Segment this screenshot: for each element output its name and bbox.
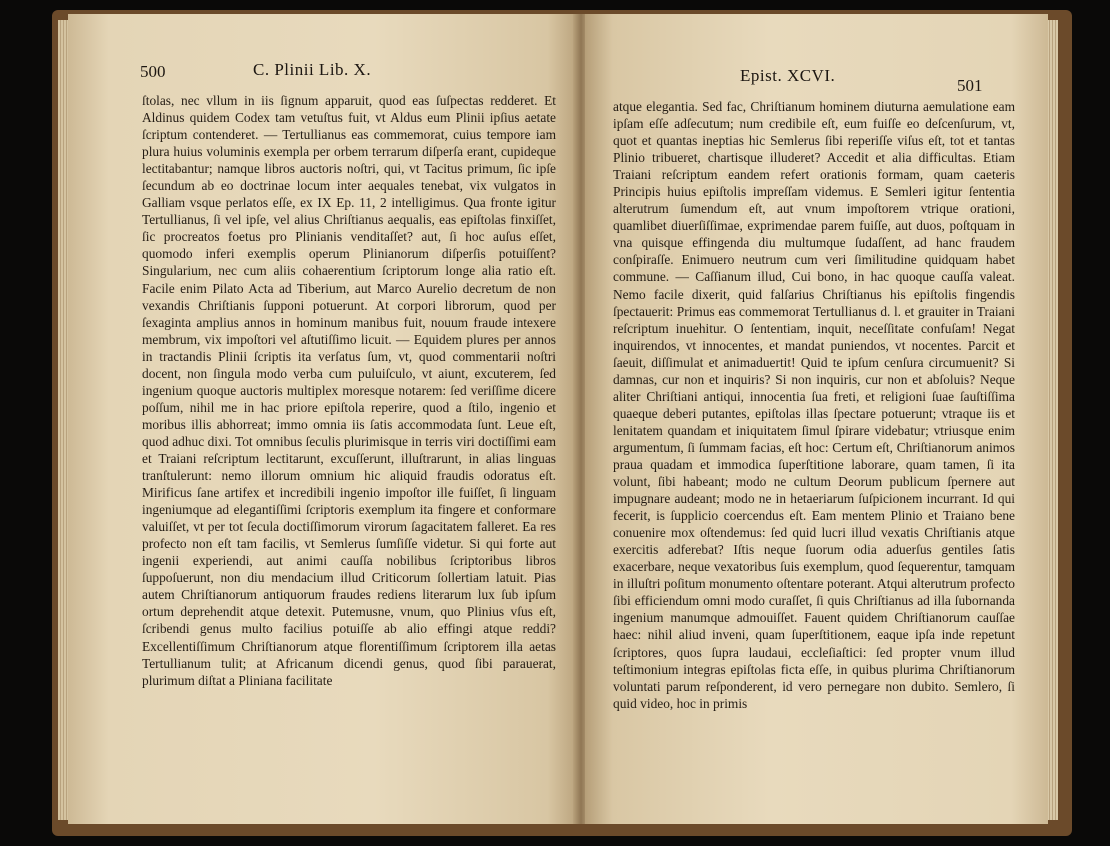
left-body-paragraph: ſtolas, nec vllum in iis ſignum apparuit, quod eas ſuſpectas redderet. Et Aldinus quidem Codex tam vetuſtus fuit, vt Aldus eum Plinii ipſius aetate ſcriptum contenderet. — Tertullianus eas commemorat, cuius tempore iam plura huius voluminis exempla per orbem terrarum diſperſa erant, cupideque lectitabantur; namque libros auctoris noſtri, qui, vt Tacitus primum, ſic ipſe ſecundum ab eo doctrinae locum inter aequales tenebat, vix vulgatos in Galliam vsque perlatos eſſe, ex IX Ep. 11, 2 intelligimus. Qua fronte igitur Tertullianus, ſi vel ipſe, vel alius Chriſtianus aequalis, eas epiſtolas finxiſſet, ſic procreatos foetus pro Plinianis venditaſſet? aut, ſi hoc auſus eſſet, quomodo inferi exemplis operum Plinianorum diſperſis potuiſſent? Singularium, nec cum aliis cohaerentium ſcriptorum longe alia ratio eſt. Facile enim Pilato Acta ad Tiberium, aut Marco Aurelio decretum de non vexandis Chriſtianis ſupponi potuerunt. At corpori librorum, quod per ſexaginta amplius annos in hominum manibus fuit, nouum fraude intexere membrum, vix impoſtori vel aſtutiſſimo licuit. — Equidem plures per annos in tractandis Plinii ſcriptis ita verſatus ſum, vt, quod commentarii noſtri docent, non ſingula modo verba cum puluiſculo, vt aiunt, excuterem, ſed ingenium quoque auctoris multiplex moresque notarem: ſed veriſſime dicere poſſum, nihil me in hac priore epiſtola reperire, quod a ſtilo, ingenio et moribus illis abhorreat; immo omnia iis ſatis accommodata ſunt. Leue eſt, quod adhuc dixi. Tot omnibus ſeculis plurimisque in terris viri doctiſſimi eam et Traiani reſcriptum lectitarunt, excuſſerunt, illuſtrarunt, in alias linguas tranſtulerunt: nemo illorum omnium hic aliquid fraudis odoratus eſt. Mirificus ſane artifex et incredibili ingenio impoſtor ille fuiſſet, ſi linguam ingeniumque ad elegantiſſimi ſcriptoris exemplum ita fingere et conformare valuiſſet, vt per tot ſecula doctiſſimorum virorum ſagacitatem falleret. Ea res profecto non eſt tam facilis, vt Semlerus ſumſiſſe videtur. Si qui forte aut ingenii experiendi, aut animi cauſſa nobilibus ſcriptoribus libros ſuppoſuerunt, non diu mendacium illud Criticorum ſollertiam latuit. Pias autem Chriſtianorum antiquorum fraudes rediens literarum lux ſub ipſum ortum deprehendit atque detexit. Putemusne, vnum, quo Plinius vſus eſt, ſcribendi genus multo facilius potuiſſe ab alio effingi atque reddi? Excellentiſſimum Chriſtianorum atque florentiſſimum ſcriptorem illa aetas Tertullianum tulit; at Africanum dicendi genus, quod ſibi parauerat, plurimum diſtat a Pliniana facilitate <box>142 93 556 688</box>
running-head-right: Epist. XCVI. <box>740 66 836 85</box>
right-page-text <box>613 98 1015 712</box>
running-head-left: C. Plinii Lib. X. <box>253 60 372 79</box>
page-number-right: 501 <box>957 76 983 95</box>
right-body-paragraph: atque elegantia. Sed fac, Chriſtianum hominem diuturna aemulatione eam ipſam eſſe adſecutum; num credibile eſt, eum fuiſſe eo deſcenſurum, vt, quot et quantas ineptias hic Semlerus ſibi reperiſſe viſus eſt, tot et tantas Plinio tribueret, chartisque illuderet? Accedit et alia difficultas. Etiam Traiani reſcriptum eandem refert orationis formam, quam caeteris Principis huius epiſtolis impreſſam videmus. E Semleri igitur ſententia alterutrum ſumendum eſt, aut vnum impoſtorem vtrique orationi, quamlibet diuerſiſſimae, exprimendae parem fuiſſe, aut duos, poſtquam in vna quisque effingenda diu multumque ſudaſſent, ad hanc fraudem conſpiraſſe. Enimuero neutrum cum veri ſimilitudine quidquam habet commune. — Caſſianum illud, Cui bono, in hac quoque cauſſa valeat. Nemo facile dixerit, quid falſarius Chriſtianus his epiſtolis fingendis ſpectauerit: Primus eas commemorat Tertullianus d. l. et grauiter in Traiani reſcriptum inuehitur. O ſententiam, inquit, neceſſitate confuſam! Negat inquirendos, vt innocentes, et mandat puniendos, vt nocentes. Parcit et ſaeuit, diſſimulat et animaduertit! Quid te ipſum cenſura circumuenit? Si damnas, cur non et inquiris? Si non inquiris, cur non et abſoluis? Neque aliter Chriſtiani antiqui, innocentia ſua freti, et religioni ſuae ſauſtiſſima quaeque deberi putantes, epiſtolas illas ſpectare potuerunt; vtraque iis et lenitatem quandam et iniquitatem ſimul ſpirare videbatur; vtriusque enim argumentum, ſi ſummam facias, eſt hoc: Certum eſt, Chriſtianorum animos praua quadam et immodica ſuperſtitione laborare, quam tamen, ſi ita volunt, ſibi habeant; modo ne cultum Deorum publicum ſpernere aut impugnare audeant; modo ne in hetaeriarum ſuſpicionem incurrant. Id qui fecerit, is ſupplicio coercendus eſt. Eam mentem Plinio et Traiano bene conuenire mox oſtendemus: ſed quid lucri illud vexatis Chriſtianis atque exercitis adferebat? Iſtis neque ſuorum odia aduerſus gentiles ſatis exacerbare, neque vexatoribus ſuis exemplum, quod ſequerentur, tamquam in illuſtri poſitum monumento oſtentare poterant. Atqui alterutrum profecto ſibi efficiendum omni modo curaſſet, ſi quis Chriſtianus ad illa ſubornanda ingenium manumque admouiſſet. Fauent quidem Chriſtianorum cauſſae haec: nihil aliud inveni, quam ſuperſtitionem, eaque ipſa inde repetunt ſcriptores, quos ſupra laudaui, eccleſiaſtici: ſed propter vnum illud teſtimonium integras epiſtolas ficta eſſe, in quibus plurima Chriſtianorum voluntati parum reſponderent, id vero pernegare non dubito. Semlero, ſi quid video, hoc in primis <box>613 99 1015 711</box>
right-page <box>585 14 1048 824</box>
left-page <box>68 14 578 824</box>
page-number-left: 500 <box>140 62 166 81</box>
left-page-text <box>142 92 556 689</box>
